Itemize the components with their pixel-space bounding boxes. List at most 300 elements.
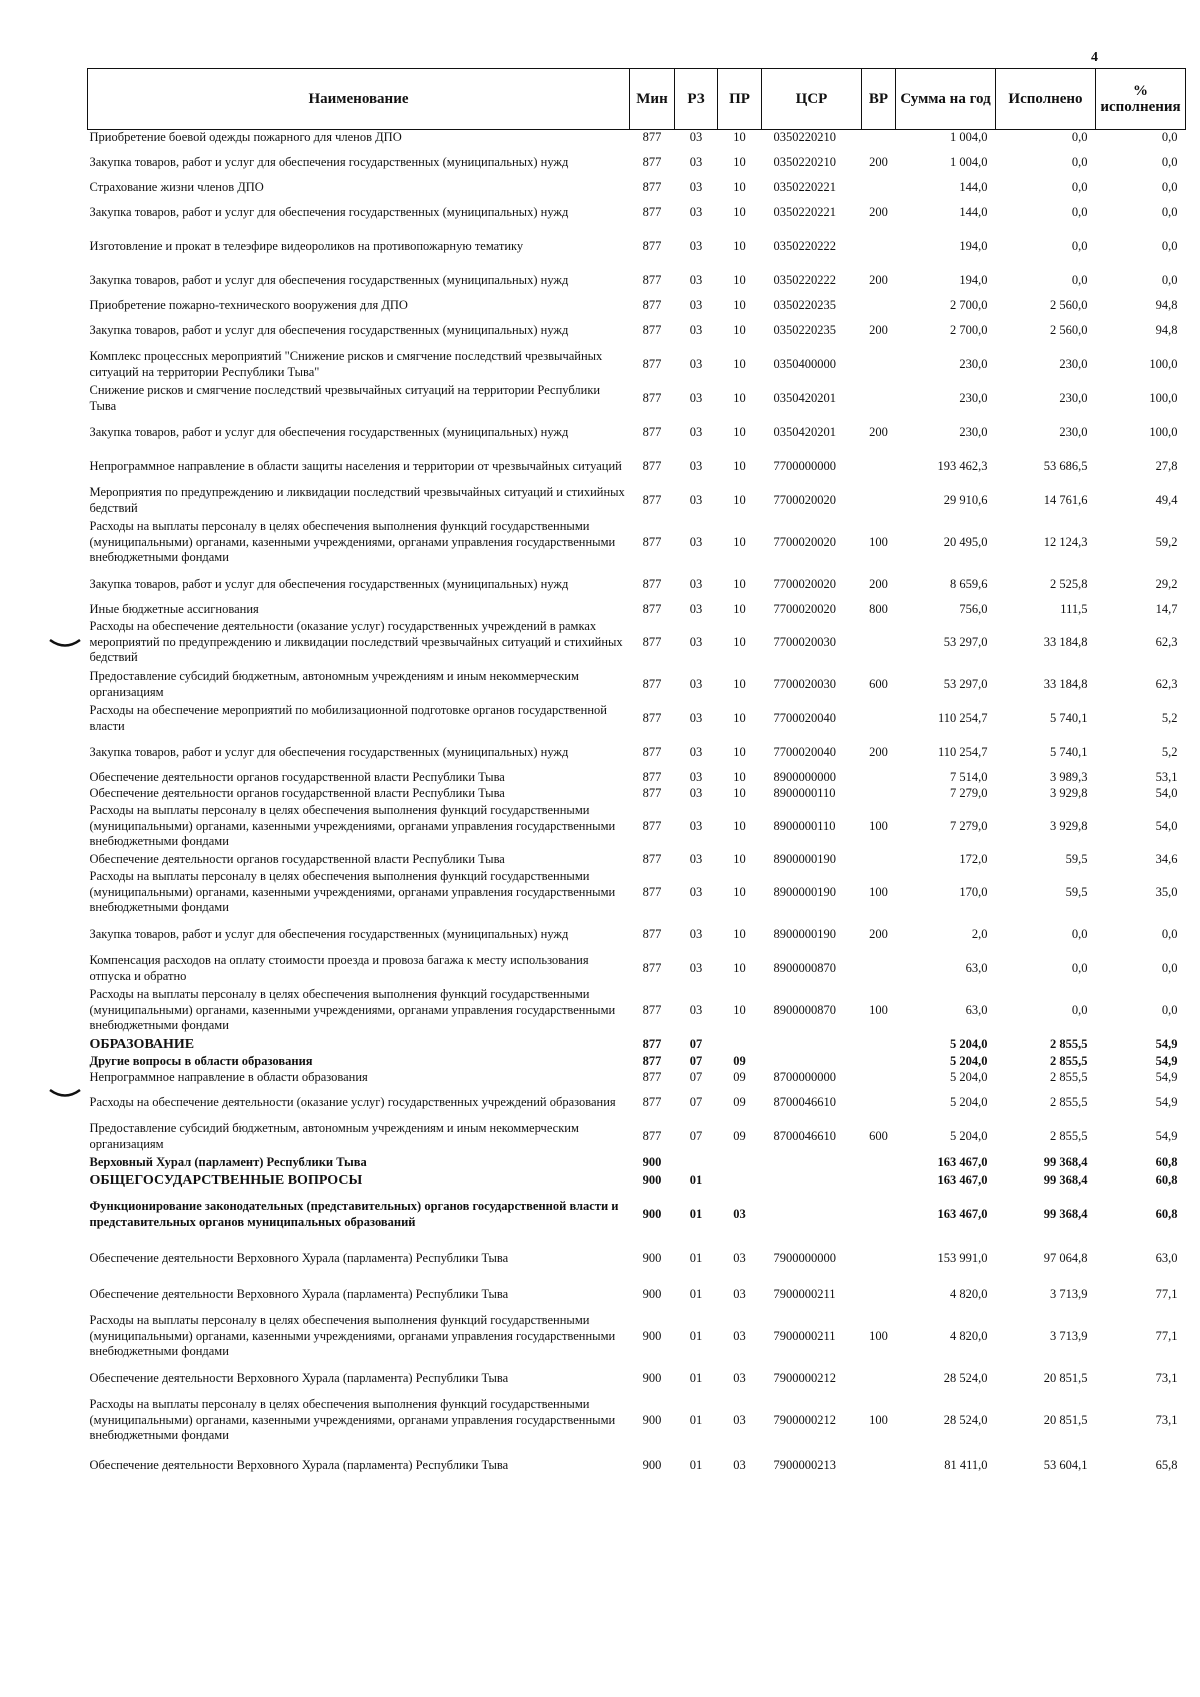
cell-min: 877 [642, 534, 662, 549]
table-row [88, 1362, 1186, 1396]
cell-pr: 10 [733, 851, 746, 866]
cell-min: 877 [642, 297, 662, 312]
cell-sum: 144,0 [959, 179, 988, 194]
cell-pct: 35,0 [1155, 884, 1178, 899]
cell-pct: 54,9 [1155, 1069, 1178, 1084]
cell-csr [762, 1054, 862, 1070]
cell-name: Закупка товаров, работ и услуг для обеспечения государственных (муниципальных) нужд [89, 272, 569, 287]
cell-pct: 5,2 [1161, 710, 1178, 725]
cell-done: 99 368,4 [1043, 1154, 1088, 1169]
cell-pr: 10 [733, 204, 746, 219]
cell-rz: 01 [689, 1328, 703, 1343]
cell-pct: 14,7 [1155, 601, 1178, 616]
table-row [88, 1172, 1186, 1190]
margin-mark-1 [48, 638, 82, 650]
cell-sum: 7 279,0 [950, 785, 988, 800]
cell-csr [762, 1154, 862, 1172]
cell-pct: 34,6 [1155, 851, 1178, 866]
cell-rz: 07 [689, 1069, 703, 1084]
cell-name: Расходы на выплаты персоналу в целях обеспечения выполнения функций государственными (муниципальными) органами, казенными учреждениями, органами управления государственными внебюджетными фондами [89, 1397, 616, 1443]
table-row [88, 618, 1186, 668]
cell-rz: 01 [689, 1286, 703, 1301]
cell-rz: 03 [689, 238, 703, 253]
cell-min: 877 [642, 390, 662, 405]
table-row [88, 1070, 1186, 1086]
cell-csr: 0350220222 [773, 272, 836, 287]
cell-name: Обеспечение деятельности Верховного Хурала (парламента) Республики Тыва [89, 1286, 509, 1301]
cell-pct: 59,2 [1155, 534, 1178, 549]
cell-vr [862, 1240, 896, 1278]
cell-pr: 09 [733, 1069, 746, 1084]
cell-name: Обеспечение деятельности Верховного Хурала (парламента) Республики Тыва [89, 1370, 509, 1385]
cell-csr: 8700000000 [773, 1069, 836, 1084]
col-vr-header: ВР [862, 69, 896, 130]
cell-min: 877 [642, 179, 662, 194]
cell-csr: 0350220222 [773, 238, 836, 253]
cell-pr: 10 [733, 1002, 746, 1017]
cell-done: 97 064,8 [1043, 1250, 1088, 1265]
cell-pct: 77,1 [1155, 1286, 1178, 1301]
cell-min: 877 [642, 272, 662, 287]
cell-done: 230,0 [1059, 424, 1088, 439]
cell-csr: 7700020040 [773, 710, 836, 725]
cell-vr [862, 130, 896, 146]
cell-pr: 03 [733, 1328, 746, 1343]
col-csr-header: ЦСР [762, 69, 862, 130]
cell-done: 0,0 [1071, 926, 1088, 941]
cell-sum: 230,0 [959, 356, 988, 371]
cell-vr: 200 [869, 204, 888, 219]
cell-sum: 53 297,0 [943, 676, 988, 691]
table-row [88, 180, 1186, 196]
cell-name: Обеспечение деятельности Верховного Хурала (парламента) Республики Тыва [89, 1457, 509, 1472]
cell-rz: 03 [689, 458, 703, 473]
cell-name: Страхование жизни членов ДПО [89, 179, 264, 194]
cell-done: 230,0 [1059, 390, 1088, 405]
cell-sum: 163 467,0 [937, 1206, 988, 1221]
cell-csr: 0350220221 [773, 204, 836, 219]
cell-name: ОБРАЗОВАНИЕ [89, 1036, 195, 1052]
cell-vr [862, 1278, 896, 1312]
table-row [88, 802, 1186, 852]
cell-vr [862, 1086, 896, 1120]
cell-done: 2 855,5 [1050, 1036, 1088, 1051]
table-row [88, 702, 1186, 736]
cell-csr: 7900000211 [773, 1286, 836, 1301]
cell-sum: 5 204,0 [950, 1069, 988, 1084]
cell-done: 3 929,8 [1050, 785, 1088, 800]
cell-vr [862, 952, 896, 986]
cell-rz: 03 [689, 204, 703, 219]
cell-vr [862, 618, 896, 668]
col-sum-header: Сумма на год [896, 69, 996, 130]
cell-rz: 01 [689, 1172, 703, 1187]
cell-rz: 01 [689, 1412, 703, 1427]
table-row [88, 298, 1186, 314]
table-row [88, 1240, 1186, 1278]
cell-name: Функционирование законодательных (представительных) органов государственной власти и представительных органов муниципальных образований [89, 1199, 619, 1229]
table-row [88, 918, 1186, 952]
cell-vr [862, 484, 896, 518]
cell-min: 877 [642, 458, 662, 473]
cell-csr [762, 1190, 862, 1240]
cell-min: 877 [642, 1128, 662, 1143]
cell-pct: 53,1 [1155, 769, 1178, 784]
cell-csr: 8700046610 [773, 1128, 836, 1143]
cell-rz: 03 [689, 390, 703, 405]
cell-done: 53 604,1 [1043, 1457, 1088, 1472]
cell-min: 877 [642, 238, 662, 253]
cell-sum: 5 204,0 [950, 1036, 988, 1051]
cell-pr: 10 [733, 130, 746, 144]
cell-sum: 110 254,7 [937, 710, 988, 725]
cell-pr [718, 1036, 762, 1054]
col-min-header: Мин [630, 69, 675, 130]
cell-rz: 01 [689, 1370, 703, 1385]
cell-vr: 200 [869, 744, 888, 759]
cell-csr: 0350220210 [773, 130, 836, 144]
cell-name: Расходы на выплаты персоналу в целях обеспечения выполнения функций государственными (муниципальными) органами, казенными учреждениями, органами управления государственными внебюджетными фондами [89, 1313, 616, 1359]
cell-pct: 54,9 [1155, 1094, 1178, 1109]
cell-pr: 10 [733, 492, 746, 507]
cell-pr: 10 [733, 884, 746, 899]
cell-name: Приобретение боевой одежды пожарного для членов ДПО [89, 130, 402, 144]
col-done-header: Исполнено [996, 69, 1096, 130]
col-rz-header: РЗ [675, 69, 718, 130]
cell-min: 877 [642, 424, 662, 439]
cell-name: Расходы на обеспечение мероприятий по мобилизационной подготовке органов государственной власти [89, 703, 607, 733]
cell-pr: 10 [733, 534, 746, 549]
cell-vr [862, 1172, 896, 1190]
cell-rz: 07 [689, 1053, 703, 1068]
cell-name: Закупка товаров, работ и услуг для обеспечения государственных (муниципальных) нужд [89, 744, 569, 759]
cell-sum: 153 991,0 [937, 1250, 988, 1265]
cell-done: 33 184,8 [1043, 634, 1088, 649]
cell-rz: 07 [689, 1128, 703, 1143]
cell-vr [862, 1190, 896, 1240]
cell-pr: 10 [733, 154, 746, 169]
cell-done: 2 855,5 [1050, 1128, 1088, 1143]
cell-pct: 0,0 [1161, 272, 1178, 287]
table-row [88, 568, 1186, 602]
cell-name: Обеспечение деятельности органов государственной власти Республики Тыва [89, 851, 505, 866]
cell-sum: 1 004,0 [950, 130, 988, 144]
cell-rz: 07 [689, 1036, 703, 1051]
cell-csr: 0350420201 [773, 390, 836, 405]
cell-done: 33 184,8 [1043, 676, 1088, 691]
cell-name: Приобретение пожарно-технического вооружения для ДПО [89, 297, 408, 312]
table-row [88, 1154, 1186, 1172]
cell-sum: 172,0 [959, 851, 988, 866]
table-row [88, 1036, 1186, 1054]
cell-name: Непрограммное направление в области образования [89, 1069, 368, 1084]
cell-name: Иные бюджетные ассигнования [89, 601, 259, 616]
cell-pr: 10 [733, 356, 746, 371]
cell-pr: 10 [733, 676, 746, 691]
cell-vr [862, 852, 896, 868]
cell-csr: 8900000190 [773, 851, 836, 866]
cell-vr [862, 786, 896, 802]
cell-vr [862, 450, 896, 484]
cell-vr: 200 [869, 926, 888, 941]
cell-rz: 03 [689, 818, 703, 833]
cell-done: 53 686,5 [1043, 458, 1088, 473]
table-row [88, 868, 1186, 918]
cell-pct: 0,0 [1161, 1002, 1178, 1017]
table-row [88, 450, 1186, 484]
cell-rz: 03 [689, 785, 703, 800]
cell-rz: 01 [689, 1457, 703, 1472]
cell-min: 900 [642, 1172, 662, 1187]
cell-done: 12 124,3 [1043, 534, 1088, 549]
cell-name: Расходы на выплаты персоналу в целях обеспечения выполнения функций государственными (муниципальными) органами, казенными учреждениями, органами управления государственными внебюджетными фондами [89, 803, 616, 849]
cell-name: Закупка товаров, работ и услуг для обеспечения государственных (муниципальных) нужд [89, 154, 569, 169]
cell-pct: 0,0 [1161, 130, 1178, 144]
cell-sum: 2 700,0 [950, 297, 988, 312]
cell-csr: 7700020020 [773, 601, 836, 616]
cell-csr: 8900000190 [773, 926, 836, 941]
cell-csr: 7700020030 [773, 676, 836, 691]
cell-rz: 03 [689, 297, 703, 312]
cell-done: 0,0 [1071, 179, 1088, 194]
cell-vr [862, 1362, 896, 1396]
cell-pct: 100,0 [1149, 356, 1178, 371]
cell-sum: 144,0 [959, 204, 988, 219]
cell-sum: 7 514,0 [950, 769, 988, 784]
cell-rz: 03 [689, 676, 703, 691]
cell-min: 900 [642, 1206, 662, 1221]
cell-vr [862, 180, 896, 196]
cell-sum: 170,0 [959, 884, 988, 899]
table-row [88, 770, 1186, 786]
cell-sum: 20 495,0 [943, 534, 988, 549]
cell-vr: 100 [869, 1002, 888, 1017]
cell-sum: 2,0 [971, 926, 988, 941]
cell-sum: 81 411,0 [944, 1457, 988, 1472]
cell-pr: 03 [733, 1457, 746, 1472]
cell-csr: 7900000212 [773, 1370, 836, 1385]
cell-pr: 03 [733, 1206, 746, 1221]
cell-name: Закупка товаров, работ и услуг для обеспечения государственных (муниципальных) нужд [89, 576, 569, 591]
cell-sum: 2 700,0 [950, 322, 988, 337]
cell-name: Непрограммное направление в области защиты населения и территории от чрезвычайных ситуаций [89, 458, 622, 473]
cell-csr: 0350420201 [773, 424, 836, 439]
cell-csr: 7900000000 [773, 1250, 836, 1265]
cell-pr: 10 [733, 322, 746, 337]
cell-done: 0,0 [1071, 238, 1088, 253]
cell-csr: 8700046610 [773, 1094, 836, 1109]
cell-vr [862, 1154, 896, 1172]
cell-done: 3 713,9 [1050, 1328, 1088, 1343]
cell-pct: 0,0 [1161, 926, 1178, 941]
table-row [88, 1396, 1186, 1446]
table-row [88, 416, 1186, 450]
cell-sum: 29 910,6 [943, 492, 988, 507]
cell-done: 2 560,0 [1050, 297, 1088, 312]
cell-csr: 7700000000 [773, 458, 836, 473]
cell-pct: 100,0 [1149, 390, 1178, 405]
cell-rz: 03 [689, 534, 703, 549]
cell-pct: 63,0 [1155, 1250, 1178, 1265]
cell-pr: 09 [733, 1094, 746, 1109]
cell-vr: 100 [869, 1328, 888, 1343]
cell-pct: 62,3 [1155, 634, 1178, 649]
cell-min: 877 [642, 130, 662, 144]
cell-min: 877 [642, 744, 662, 759]
cell-pct: 65,8 [1155, 1457, 1178, 1472]
cell-min: 877 [642, 676, 662, 691]
cell-csr: 0350220210 [773, 154, 836, 169]
cell-pr: 10 [733, 769, 746, 784]
cell-min: 877 [642, 710, 662, 725]
cell-sum: 5 204,0 [950, 1128, 988, 1143]
cell-csr: 8900000190 [773, 884, 836, 899]
cell-vr: 600 [869, 676, 888, 691]
cell-vr: 100 [869, 818, 888, 833]
cell-sum: 5 204,0 [950, 1053, 988, 1068]
table-row [88, 264, 1186, 298]
cell-vr [862, 298, 896, 314]
cell-done: 5 740,1 [1050, 710, 1088, 725]
cell-pct: 54,9 [1155, 1053, 1178, 1068]
cell-rz: 03 [689, 356, 703, 371]
cell-pr: 10 [733, 390, 746, 405]
cell-pct: 54,0 [1155, 785, 1178, 800]
cell-sum: 4 820,0 [950, 1328, 988, 1343]
cell-csr: 7900000211 [773, 1328, 836, 1343]
cell-min: 877 [642, 492, 662, 507]
cell-min: 877 [642, 356, 662, 371]
cell-name: Обеспечение деятельности органов государственной власти Республики Тыва [89, 769, 505, 784]
cell-min: 877 [642, 601, 662, 616]
cell-pct: 54,9 [1155, 1128, 1178, 1143]
cell-done: 0,0 [1071, 960, 1088, 975]
cell-csr: 8900000000 [773, 769, 836, 784]
table-row [88, 196, 1186, 230]
cell-rz: 03 [689, 710, 703, 725]
cell-done: 0,0 [1071, 204, 1088, 219]
cell-pct: 0,0 [1161, 154, 1178, 169]
cell-name: Другие вопросы в области образования [89, 1053, 313, 1068]
cell-pr: 10 [733, 926, 746, 941]
cell-done: 2 855,5 [1050, 1094, 1088, 1109]
cell-pct: 5,2 [1161, 744, 1178, 759]
cell-min: 877 [642, 818, 662, 833]
cell-csr: 8900000110 [773, 818, 836, 833]
cell-rz: 07 [689, 1094, 703, 1109]
cell-rz: 03 [689, 272, 703, 287]
cell-rz: 03 [689, 130, 703, 144]
cell-name: Расходы на выплаты персоналу в целях обеспечения выполнения функций государственными (муниципальными) органами, казенными учреждениями, органами управления государственными внебюджетными фондами [89, 869, 616, 915]
cell-done: 2 560,0 [1050, 322, 1088, 337]
cell-rz: 03 [689, 769, 703, 784]
cell-vr [862, 1036, 896, 1054]
cell-done: 0,0 [1071, 1002, 1088, 1017]
cell-done: 0,0 [1071, 154, 1088, 169]
cell-vr [862, 1070, 896, 1086]
cell-csr: 0350400000 [773, 356, 836, 371]
cell-sum: 110 254,7 [937, 744, 988, 759]
cell-name: Расходы на выплаты персоналу в целях обеспечения выполнения функций государственными (муниципальными) органами, казенными учреждениями, органами управления государственными внебюджетными фондами [89, 987, 616, 1033]
budget-table [87, 68, 1186, 1486]
cell-vr: 600 [869, 1128, 888, 1143]
table-row [88, 484, 1186, 518]
cell-csr: 8900000870 [773, 960, 836, 975]
cell-rz: 03 [689, 744, 703, 759]
table-row [88, 852, 1186, 868]
cell-pr: 10 [733, 297, 746, 312]
cell-sum: 53 297,0 [943, 634, 988, 649]
cell-done: 2 855,5 [1050, 1069, 1088, 1084]
cell-pr: 10 [733, 601, 746, 616]
cell-csr: 7700020040 [773, 744, 836, 759]
cell-pr [718, 1154, 762, 1172]
cell-pct: 27,8 [1155, 458, 1178, 473]
table-body [88, 130, 1186, 1486]
cell-min: 900 [642, 1286, 662, 1301]
cell-done: 59,5 [1065, 884, 1088, 899]
cell-rz: 03 [689, 322, 703, 337]
cell-rz: 03 [689, 634, 703, 649]
table-row [88, 230, 1186, 264]
cell-vr: 200 [869, 154, 888, 169]
cell-sum: 7 279,0 [950, 818, 988, 833]
col-pr-header: ПР [718, 69, 762, 130]
table-row [88, 146, 1186, 180]
cell-csr: 7900000212 [773, 1412, 836, 1427]
cell-sum: 194,0 [959, 238, 988, 253]
cell-rz: 03 [689, 492, 703, 507]
cell-vr [862, 1446, 896, 1486]
cell-pr: 10 [733, 179, 746, 194]
page-number: 4 [1091, 50, 1098, 65]
cell-name: Расходы на выплаты персоналу в целях обеспечения выполнения функций государственными (муниципальными) органами, казенными учреждениями, органами управления государственными внебюджетными фондами [89, 519, 616, 565]
cell-vr: 200 [869, 576, 888, 591]
cell-min: 877 [642, 884, 662, 899]
cell-pr: 03 [733, 1370, 746, 1385]
cell-vr: 100 [869, 884, 888, 899]
cell-min: 877 [642, 1053, 662, 1068]
cell-vr [862, 348, 896, 382]
cell-vr [862, 230, 896, 264]
cell-sum: 63,0 [965, 960, 988, 975]
cell-min: 877 [642, 1036, 662, 1051]
cell-pct: 49,4 [1155, 492, 1178, 507]
cell-pct: 94,8 [1155, 322, 1178, 337]
cell-sum: 230,0 [959, 424, 988, 439]
cell-pct: 54,9 [1155, 1036, 1178, 1051]
cell-sum: 63,0 [965, 1002, 988, 1017]
cell-pct: 0,0 [1161, 238, 1178, 253]
table-row [88, 1086, 1186, 1120]
cell-sum: 5 204,0 [950, 1094, 988, 1109]
table-row [88, 952, 1186, 986]
table-row [88, 1190, 1186, 1240]
cell-pr: 10 [733, 818, 746, 833]
cell-pr: 10 [733, 744, 746, 759]
cell-min: 877 [642, 1002, 662, 1017]
cell-csr: 7700020020 [773, 576, 836, 591]
cell-min: 877 [642, 576, 662, 591]
cell-min: 877 [642, 926, 662, 941]
cell-done: 230,0 [1059, 356, 1088, 371]
cell-pct: 29,2 [1155, 576, 1178, 591]
cell-done: 2 855,5 [1050, 1053, 1088, 1068]
cell-rz: 03 [689, 1002, 703, 1017]
cell-sum: 4 820,0 [950, 1286, 988, 1301]
cell-vr: 200 [869, 322, 888, 337]
cell-min: 900 [642, 1457, 662, 1472]
